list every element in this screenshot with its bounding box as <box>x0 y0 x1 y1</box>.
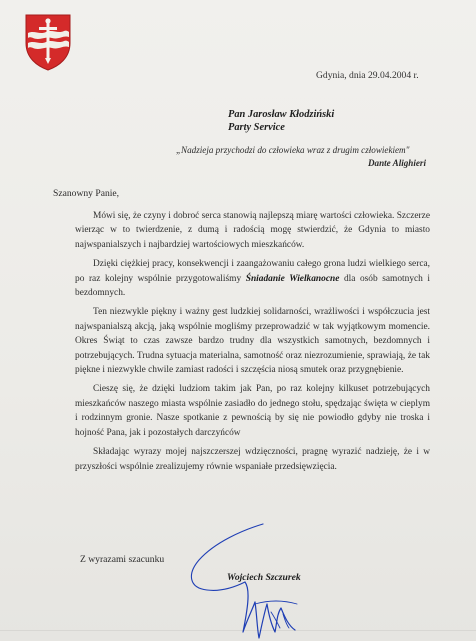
gdynia-coat-of-arms-logo <box>23 13 73 71</box>
paragraph-2 <box>75 257 430 300</box>
paragraph-2-tail: dla osób samotnych i bezdomnych. <box>75 273 431 299</box>
letter-date: Gdynia, dnia 29.04.2004 r. <box>316 70 419 81</box>
closing-phrase: Z wyrazami szacunku <box>80 554 165 565</box>
recipient-organization: Party Service <box>228 121 285 133</box>
recipient-name: Pan Jarosław Kłodziński <box>228 109 335 120</box>
signer-name: Wojciech Szczurek <box>227 572 301 583</box>
recipient-block <box>228 109 334 134</box>
motto-quote <box>176 144 432 170</box>
paragraph-2-text: Dzięki ciężkiej pracy, konsekwencji i zaangażowaniu całego grona ludzi wielkiego serca, po raz kolejny wspólnie przygotowaliśmy <box>75 259 430 284</box>
salutation: Szanowny Panie, <box>53 188 120 199</box>
event-name: Śniadanie Wielkanocne <box>245 273 340 284</box>
paragraph-5: Składając wyrazy mojej najszczerszej wdzięczności, pragnę wyrazić nadzieję, że i w przyszłości wspólnie zrealizujemy równie wspaniałe przedsięwzięcia. <box>75 447 430 472</box>
motto-text: „Nadzieja przychodzi do człowieka wraz z drugim człowiekiem" <box>176 145 410 155</box>
motto-author: Dante Alighieri <box>367 158 426 168</box>
paragraph-1: Mówi się, że czyny i dobroć serca stanowią najlepszą miarę wartości człowieka. Szczerze wierząc w to twierdzenie, z dumą i radością mogę stwierdzić, że Gdynia to miasto najwspanialszych i najbardziej wartościowych mieszkańców. <box>75 211 430 250</box>
page-fold-divider <box>0 630 476 631</box>
paragraph-3: Ten niezwykle piękny i ważny gest ludzkiej solidarności, wrażliwości i współczucia jest najwspanialszą akcją, jaką wspólnie mogliśmy przeprowadzić w tak wyjątkowym momencie. Okres Świąt to czas zawsze bardzo trudny dla wszystkich samotnych, bezdomnych i potrzebujących. Trudna sytuacja materialna, samotność oraz niezrozumienie, sprawiają, że tak piękne i niezwykle chwile zamiast radości i szczęścia niosą smutek oraz przygnębienie. <box>75 307 430 376</box>
paragraph-4: Cieszę się, że dzięki ludziom takim jak Pan, po raz kolejny kilkuset potrzebujących mieszkańców naszego miasta wspólnie zasiadło do jednego stołu, spędzając święta w cieplym i rodzinnym gronie. Nasze spotkanie z pewnością by się nie powiodło gdyby nie troska i hojność Pana, jak i pozostałych darczyńców <box>75 384 430 438</box>
letter-body <box>75 209 430 479</box>
